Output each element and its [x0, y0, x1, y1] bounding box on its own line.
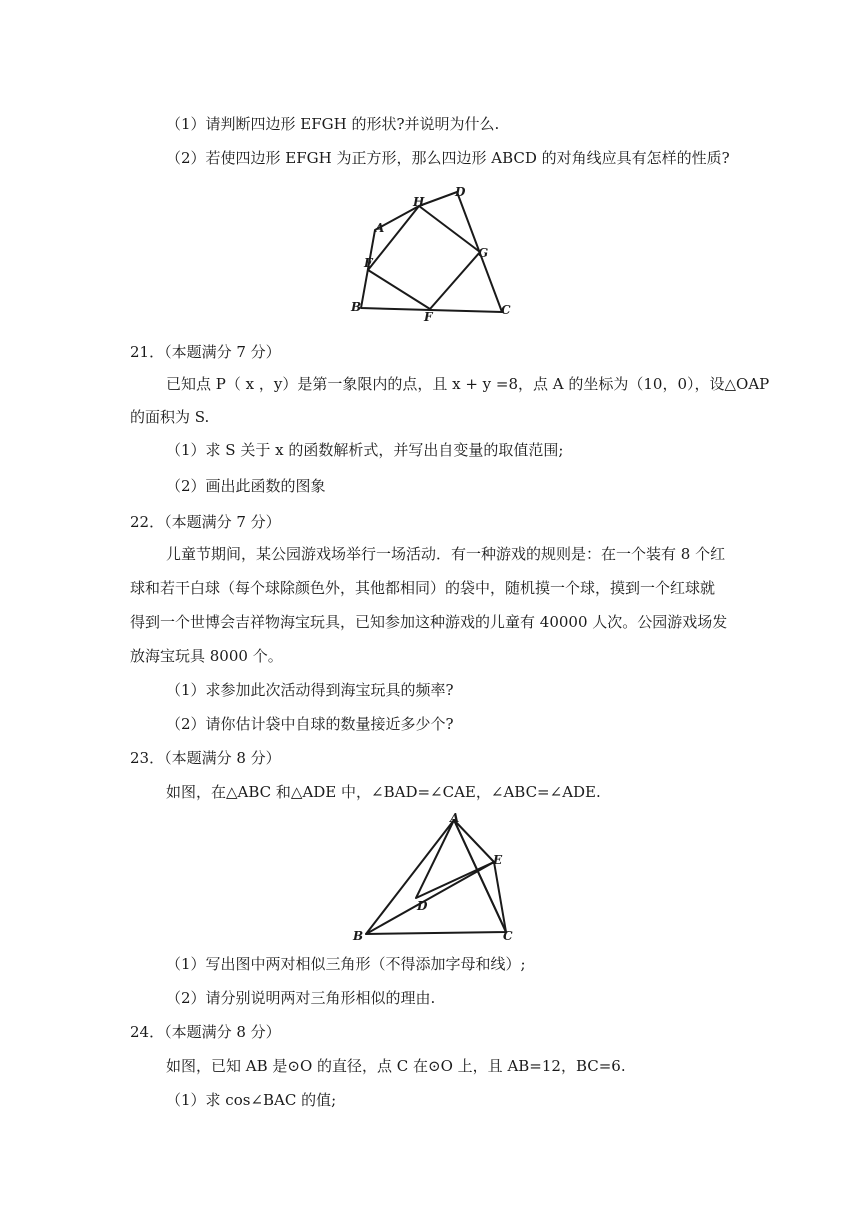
label-E: E [364, 256, 374, 270]
label-F: F [424, 310, 433, 322]
label-D: D [417, 899, 428, 913]
label-B: B [351, 300, 362, 314]
text-line-q23-2: （1）写出图中两对相似三角形（不得添加字母和线）; [166, 955, 526, 973]
label-C: C [503, 929, 513, 943]
text-line-q24-1: 如图，已知 AB 是⊙O 的直径，点 C 在⊙O 上，且 AB=12，BC=6. [166, 1057, 626, 1075]
text-line-q24-title: 24．（本题满分 8 分） [130, 1023, 281, 1041]
text-line-q21-1: 已知点 P（ x ，y）是第一象限内的点，且 x + y =8，点 A 的坐标为（10，0），设△OAP [166, 375, 770, 393]
label-G: G [478, 246, 489, 260]
label-E: E [493, 853, 503, 867]
text-line-q22-2: 球和若干白球（每个球除颜色外，其他都相同）的袋中，随机摸一个球，摸到一个红球就 [130, 579, 716, 597]
text-line-q22-1: 儿童节期间，某公园游戏场举行一场活动．有一种游戏的规则是：在一个装有 8 个红 [166, 545, 726, 563]
triangle-ade [416, 820, 494, 898]
segment-be [366, 862, 494, 934]
text-line-q23-3: （2）请分别说明两对三角形相似的理由. [166, 989, 436, 1007]
figure-triangles-abc-ade [348, 810, 520, 944]
quadrilateral-efgh [368, 206, 480, 309]
label-C: C [501, 303, 511, 317]
text-line-q22-6: （2）请你估计袋中自球的数量接近多少个? [166, 715, 454, 733]
text-line-q22-3: 得到一个世博会吉祥物海宝玩具，已知参加这种游戏的儿童有 40000 人次。公园游戏场发 [130, 613, 728, 631]
text-line-q20-1: （1）请判断四边形 EFGH 的形状?并说明为什么. [166, 115, 500, 133]
label-A: A [375, 221, 385, 235]
figure-quadrilateral-efgh [345, 180, 520, 322]
label-D: D [455, 185, 466, 199]
text-line-q21-title: 21．（本题满分 7 分） [130, 343, 281, 361]
text-line-q23-title: 23．（本题满分 8 分） [130, 749, 281, 767]
label-A: A [450, 811, 460, 825]
text-line-q22-5: （1）求参加此次活动得到海宝玩具的频率? [166, 681, 454, 699]
text-line-q21-4: （2）画出此函数的图象 [166, 477, 326, 495]
label-H: H [413, 195, 425, 209]
segment-ec [494, 862, 506, 932]
text-line-q24-2: （1）求 cos∠BAC 的值; [166, 1091, 337, 1109]
text-line-q22-title: 22．（本题满分 7 分） [130, 513, 281, 531]
text-line-q23-1: 如图，在△ABC 和△ADE 中，∠BAD=∠CAE，∠ABC=∠ADE. [166, 783, 601, 801]
text-line-q21-3: （1）求 S 关于 x 的函数解析式，并写出自变量的取值范围; [166, 441, 564, 459]
triangle-abc [366, 820, 506, 934]
text-line-q22-4: 放海宝玩具 8000 个。 [130, 647, 283, 665]
text-line-q21-2: 的面积为 S. [130, 408, 210, 426]
label-B: B [353, 929, 364, 943]
text-line-q20-2: （2）若使四边形 EFGH 为正方形，那么四边形 ABCD 的对角线应具有怎样的性质? [166, 149, 730, 167]
